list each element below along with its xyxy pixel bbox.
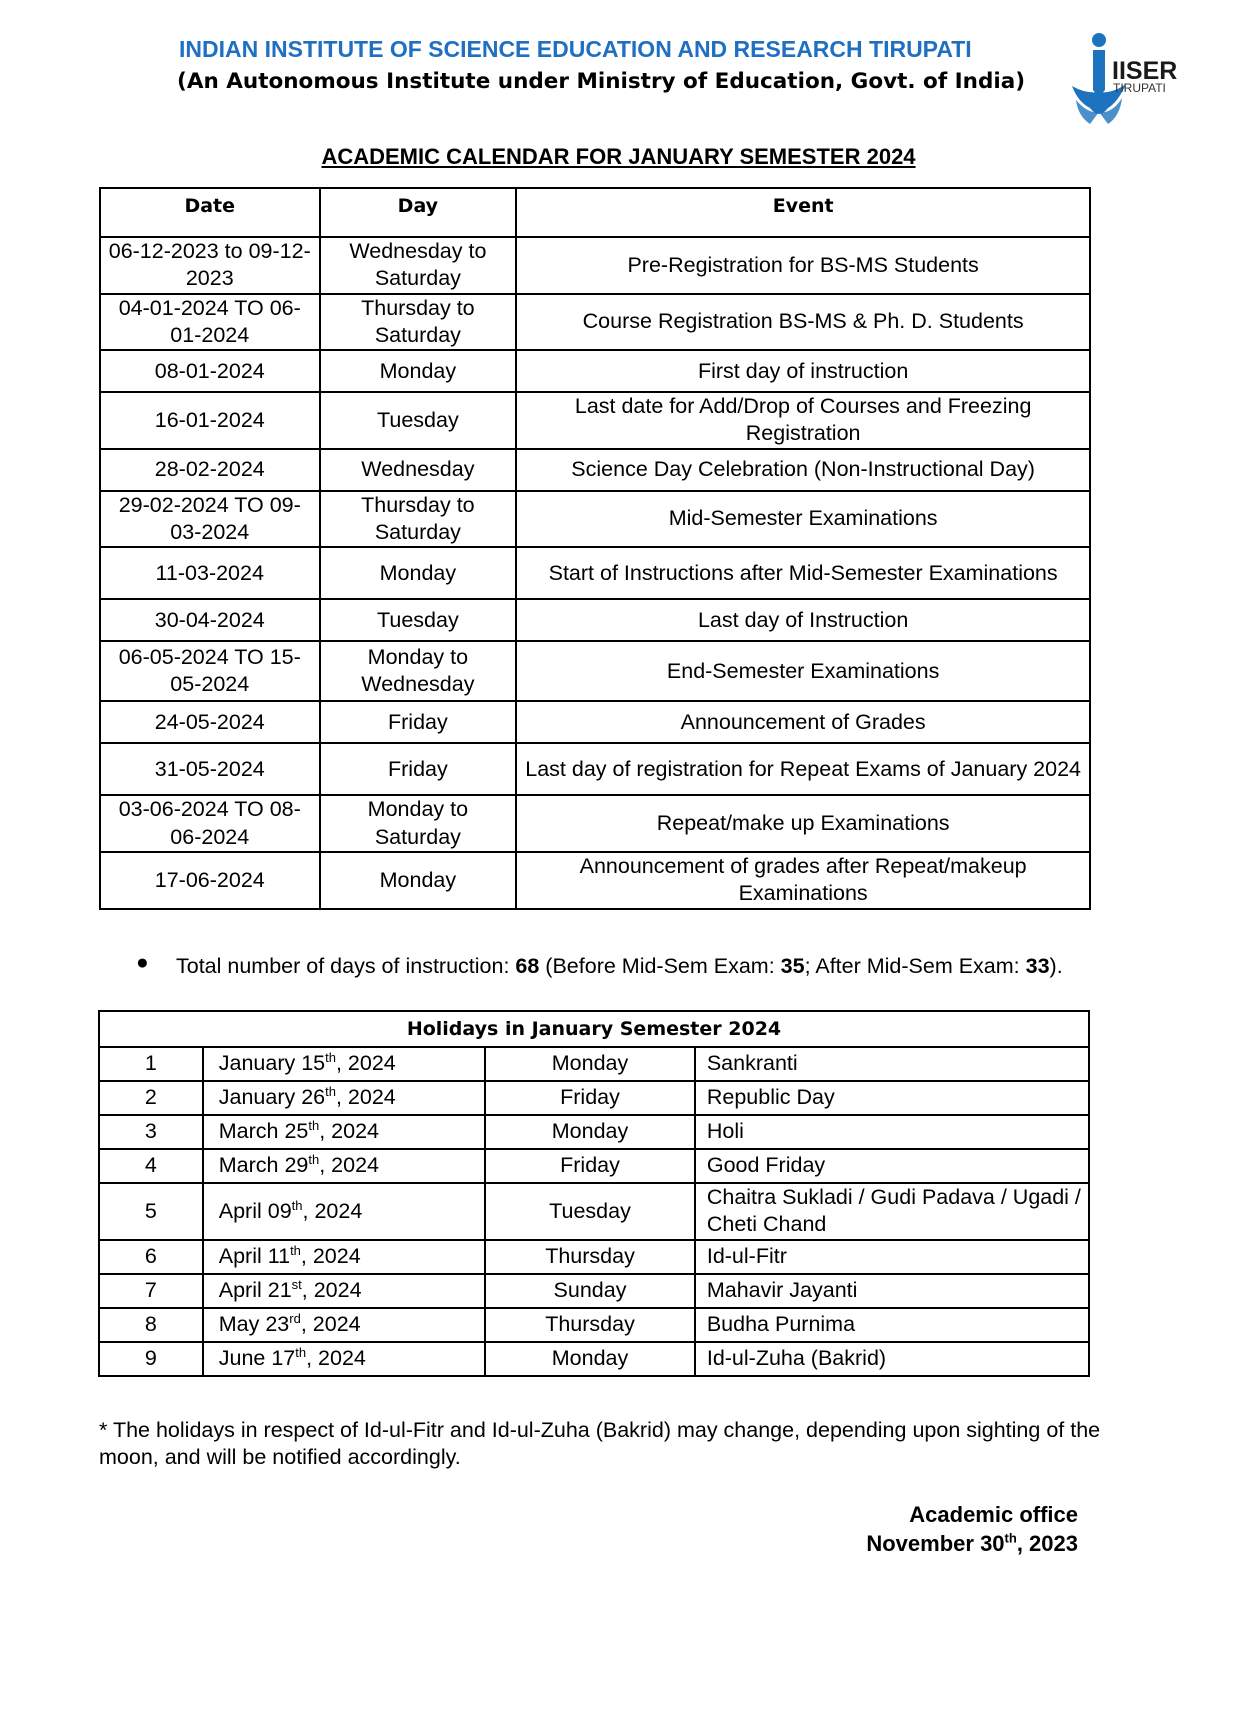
holiday-date: June 17th, 2024 (203, 1342, 485, 1376)
calendar-row (100, 701, 1090, 743)
column-header-day: Day (320, 188, 517, 237)
holiday-day: Friday (485, 1081, 695, 1115)
calendar-row (100, 350, 1090, 392)
date-cell: 31-05-2024 (100, 743, 320, 795)
day-cell: Friday (320, 743, 517, 795)
holiday-day: Friday (485, 1149, 695, 1183)
date-cell: 16-01-2024 (100, 392, 320, 449)
holiday-row (99, 1274, 1089, 1308)
holiday-date: April 21st, 2024 (203, 1274, 485, 1308)
holiday-row (99, 1149, 1089, 1183)
holiday-number: 5 (99, 1183, 203, 1240)
calendar-row (100, 392, 1090, 449)
calendar-row (100, 491, 1090, 548)
holiday-name: Mahavir Jayanti (695, 1274, 1089, 1308)
calendar-header-row (100, 188, 1090, 237)
holiday-date: April 09th, 2024 (203, 1183, 485, 1240)
holiday-name: Holi (695, 1115, 1089, 1149)
event-cell: Announcement of grades after Repeat/makeup Examinations (516, 852, 1090, 909)
date-cell: 30-04-2024 (100, 599, 320, 641)
holiday-name: Chaitra Sukladi / Gudi Padava / Ugadi / Cheti Chand (695, 1183, 1089, 1240)
holiday-row (99, 1081, 1089, 1115)
holidays-header-row (99, 1011, 1089, 1047)
calendar-row (100, 294, 1090, 351)
holiday-day: Monday (485, 1115, 695, 1149)
day-cell: Monday (320, 350, 517, 392)
holiday-number: 3 (99, 1115, 203, 1149)
day-cell: Monday to Wednesday (320, 641, 517, 701)
holiday-date: January 26th, 2024 (203, 1081, 485, 1115)
holiday-date: April 11th, 2024 (203, 1240, 485, 1274)
column-header-event: Event (516, 188, 1090, 237)
holiday-row (99, 1342, 1089, 1376)
date-cell: 11-03-2024 (100, 547, 320, 599)
event-cell: Last date for Add/Drop of Courses and Freezing Registration (516, 392, 1090, 449)
event-cell: Pre-Registration for BS-MS Students (516, 237, 1090, 294)
day-cell: Monday (320, 547, 517, 599)
calendar-row (100, 795, 1090, 852)
event-cell: Mid-Semester Examinations (516, 491, 1090, 548)
event-cell: Repeat/make up Examinations (516, 795, 1090, 852)
holiday-row (99, 1115, 1089, 1149)
date-cell: 06-12-2023 to 09-12-2023 (100, 237, 320, 294)
event-cell: Last day of Instruction (516, 599, 1090, 641)
holidays-title: Holidays in January Semester 2024 (99, 1011, 1089, 1047)
calendar-row (100, 449, 1090, 491)
calendar-row (100, 599, 1090, 641)
institute-name: INDIAN INSTITUTE OF SCIENCE EDUCATION AND RESEARCH TIRUPATI (179, 36, 972, 62)
logo-subtext: TIRUPATI (1113, 81, 1166, 95)
calendar-row (100, 852, 1090, 909)
column-header-date: Date (100, 188, 320, 237)
holiday-day: Monday (485, 1342, 695, 1376)
holiday-date: March 29th, 2024 (203, 1149, 485, 1183)
date-cell: 08-01-2024 (100, 350, 320, 392)
holiday-number: 6 (99, 1240, 203, 1274)
calendar-row (100, 547, 1090, 599)
date-cell: 17-06-2024 (100, 852, 320, 909)
holiday-row (99, 1047, 1089, 1081)
day-cell: Thursday to Saturday (320, 491, 517, 548)
institute-subtitle: (An Autonomous Institute under Ministry of Education, Govt. of India) (177, 69, 1026, 94)
day-cell: Tuesday (320, 392, 517, 449)
holiday-day: Thursday (485, 1240, 695, 1274)
instruction-days-note: Total number of days of instruction: 68 (Before Mid-Sem Exam: 35; After Mid-Sem Exam: 33). (176, 954, 1063, 978)
holiday-name: Sankranti (695, 1047, 1089, 1081)
holiday-day: Tuesday (485, 1183, 695, 1240)
holiday-name: Republic Day (695, 1081, 1089, 1115)
signature-block (866, 1501, 1078, 1558)
date-cell: 06-05-2024 TO 15-05-2024 (100, 641, 320, 701)
calendar-row (100, 237, 1090, 294)
holiday-name: Budha Purnima (695, 1308, 1089, 1342)
holiday-number: 2 (99, 1081, 203, 1115)
day-cell: Monday to Saturday (320, 795, 517, 852)
holiday-number: 8 (99, 1308, 203, 1342)
event-cell: First day of instruction (516, 350, 1090, 392)
calendar-row (100, 743, 1090, 795)
holiday-date: May 23rd, 2024 (203, 1308, 485, 1342)
holiday-row (99, 1183, 1089, 1240)
signature-date: November 30th, 2023 (866, 1530, 1078, 1556)
event-cell: Last day of registration for Repeat Exams of January 2024 (516, 743, 1090, 795)
holiday-date: March 25th, 2024 (203, 1115, 485, 1149)
holiday-day: Sunday (485, 1274, 695, 1308)
event-cell: Announcement of Grades (516, 701, 1090, 743)
day-cell: Wednesday to Saturday (320, 237, 517, 294)
holidays-table (98, 1010, 1090, 1377)
day-cell: Wednesday (320, 449, 517, 491)
event-cell: Course Registration BS-MS & Ph. D. Students (516, 294, 1090, 351)
holiday-name: Good Friday (695, 1149, 1089, 1183)
holiday-day: Monday (485, 1047, 695, 1081)
holiday-date: January 15th, 2024 (203, 1047, 485, 1081)
holiday-day: Thursday (485, 1308, 695, 1342)
logo-text: IISER (1112, 57, 1178, 85)
holiday-number: 1 (99, 1047, 203, 1081)
date-cell: 04-01-2024 TO 06-01-2024 (100, 294, 320, 351)
date-cell: 28-02-2024 (100, 449, 320, 491)
date-cell: 29-02-2024 TO 09-03-2024 (100, 491, 320, 548)
academic-office: Academic office (909, 1502, 1078, 1527)
holiday-footnote: * The holidays in respect of Id-ul-Fitr and Id-ul-Zuha (Bakrid) may change, depending upon sighting of the moon, and will be notified accordingly. (99, 1418, 1101, 1470)
bullet-icon: ● (136, 951, 149, 974)
iiser-logo (1068, 28, 1192, 132)
day-cell: Thursday to Saturday (320, 294, 517, 351)
academic-calendar-table (99, 187, 1091, 910)
holiday-number: 9 (99, 1342, 203, 1376)
holiday-row (99, 1240, 1089, 1274)
holiday-row (99, 1308, 1089, 1342)
holiday-number: 7 (99, 1274, 203, 1308)
holiday-number: 4 (99, 1149, 203, 1183)
holiday-name: Id-ul-Fitr (695, 1240, 1089, 1274)
event-cell: Start of Instructions after Mid-Semester Examinations (516, 547, 1090, 599)
day-cell: Monday (320, 852, 517, 909)
day-cell: Tuesday (320, 599, 517, 641)
date-cell: 03-06-2024 TO 08-06-2024 (100, 795, 320, 852)
date-cell: 24-05-2024 (100, 701, 320, 743)
event-cell: Science Day Celebration (Non-Instructional Day) (516, 449, 1090, 491)
day-cell: Friday (320, 701, 517, 743)
event-cell: End-Semester Examinations (516, 641, 1090, 701)
calendar-row (100, 641, 1090, 701)
holiday-name: Id-ul-Zuha (Bakrid) (695, 1342, 1089, 1376)
calendar-title: ACADEMIC CALENDAR FOR JANUARY SEMESTER 2024 (321, 144, 916, 169)
